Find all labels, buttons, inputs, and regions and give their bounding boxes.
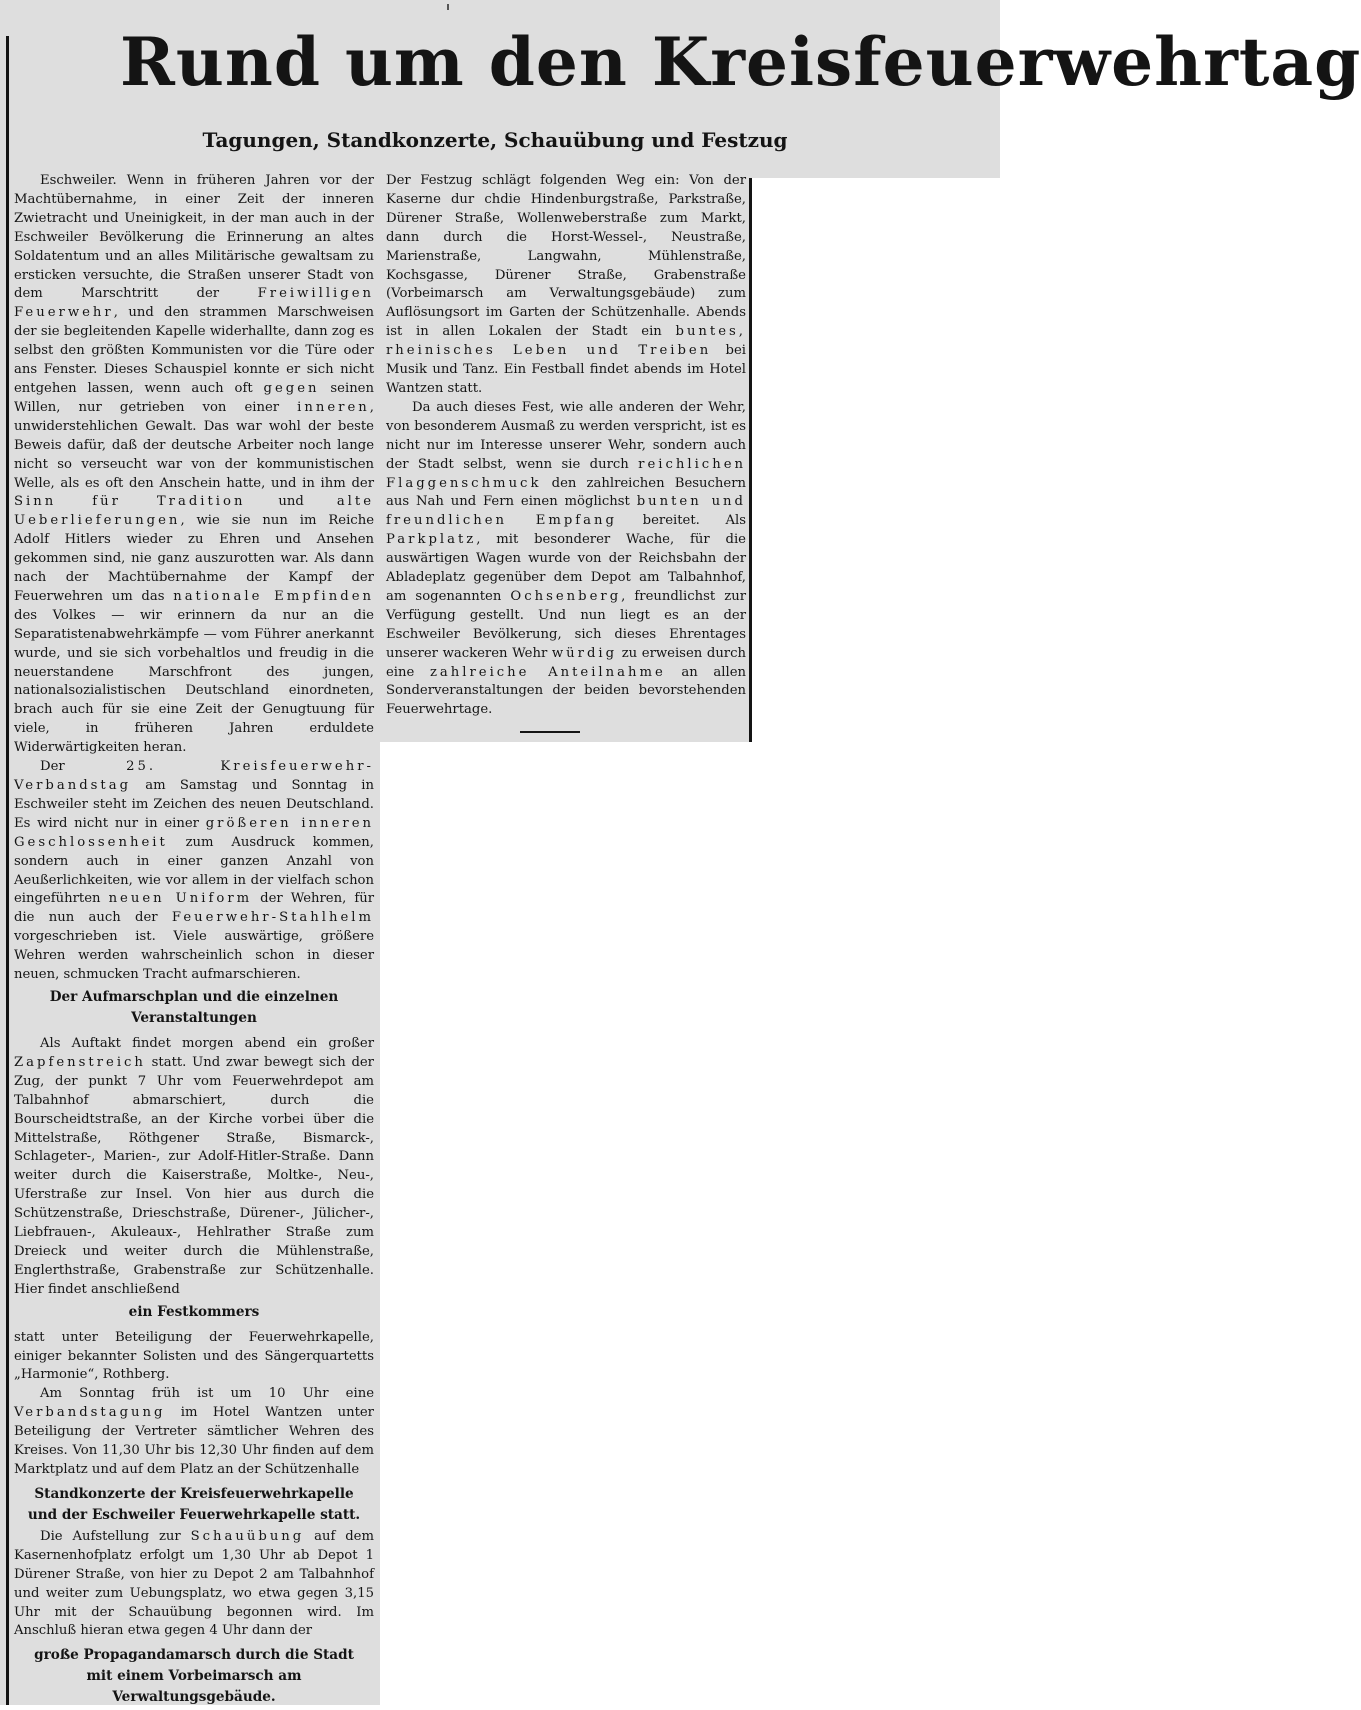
paragraph-festkommers: statt unter Beteiligung der Feuerwehrkapelle, einiger bekannter Solisten und des Sängerquartetts „Harmonie“, Rothberg. xyxy=(14,1329,374,1383)
section-heading-festkommers: ein Festkommers xyxy=(128,1303,260,1320)
right-column-rule xyxy=(749,178,752,742)
article-column-right xyxy=(386,172,746,720)
paragraph-intro: Eschweiler. Wenn in früheren Jahren vor der Machtübernahme, in einer Zeit der inneren Zwietracht und Uneinigkeit, in der man auch in der Eschweiler Bevölkerung die Erinnerung an altes Soldatentum und an alles Militärische gewaltsam zu ersticken versuchte, die Straßen unserer Stadt von dem Marschtritt der Freiwilligen Feuerwehr, und den strammen Marschweisen der sie begleitenden Kapelle widerhallte, dann zog es selbst den größten Kommunisten vor die Türe oder ans Fenster. Dieses Schauspiel konnte er sich nicht entgehen lassen, wenn auch oft gegen seinen Willen, nur getrieben von einer inneren, unwiderstehlichen Gewalt. Das war wohl der beste Beweis dafür, daß der deutsche Arbeiter noch lange nicht so verseucht war von der kommunistischen Welle, als es oft den Anschein hatte, und in ihm der Sinn für Tradition und alte Ueberlieferungen, wie sie nun im Reiche Adolf Hitlers wieder zu Ehren und Ansehen gekommen sind, nie ganz auszurotten war. Als dann nach der Machtübernahme der Kampf der Feuerwehren um das nationale Empfinden des Volkes — wir erinnern da nur an die Separatistenabwehrkämpfe — vom Führer anerkannt wurde, und sie sich vorbehaltlos und freudig in die neuerstandene Marschfront des jungen, nationalsozialistischen Deutschland einordneten, brach auch für sie eine Zeit der Genugtuung für viele, in früheren Jahren erduldete Widerwärtigkeiten heran. xyxy=(14,173,374,756)
section-heading-propagandamarsch: große Propagandamarsch durch die Stadt mit einem Vorbeimarsch am Verwaltungsgebäude. xyxy=(34,1647,354,1706)
article-subheadline: Tagungen, Standkonzerte, Schauübung und Festzug xyxy=(202,128,788,152)
paragraph-flaggenschmuck: Da auch dieses Fest, wie alle anderen der Wehr, von besonderem Ausmaß zu werden verspricht, ist es nicht nur im Interesse unserer Wehr, sondern auch der Stadt selbst, wenn sie durch reichlichen Flaggenschmuck den zahlreichen Besuchern aus Nah und Fern einen möglichst bunten und freundlichen Empfang bereitet. Als Parkplatz, mit besonderer Wache, für die auswärtigen Wagen wurde von der Reichsbahn der Abladeplatz gegenüber dem Depot am Talbahnhof, am sogenannten Ochsenberg, freundlichst zur Verfügung gestellt. Und nun liegt es an der Eschweiler Bevölkerung, sich dieses Ehrentages unserer wackeren Wehr würdig zu erweisen durch eine zahlreiche Anteilnahme an allen Sonderveranstaltungen der beiden bevorstehenden Feuerwehrtage. xyxy=(386,399,746,718)
section-heading-aufmarschplan: Der Aufmarschplan und die einzelnen Veranstaltungen xyxy=(49,988,339,1026)
left-column-rule xyxy=(6,36,9,1705)
section-heading-standkonzerte: Standkonzerte der Kreisfeuerwehrkapelle und der Eschweiler Feuerwehrkapelle statt. xyxy=(27,1485,361,1523)
article-column-left xyxy=(14,172,374,1710)
paragraph-schauuebung: Die Aufstellung zur Schauübung auf dem Kasernenhofplatz erfolgt um 1,30 Uhr ab Depot 1 Dürener Straße, von hier zu Depot 2 am Talbahnhof und weiter zum Uebungsplatz, wo etwa gegen 3,15 Uhr mit der Schauübung begonnen wird. Im Anschluß hieran etwa gegen 4 Uhr dann der xyxy=(14,1528,374,1639)
paragraph-festzug: Der Festzug schlägt folgenden Weg ein: Von der Kaserne dur chdie Hindenburgstraße, Parkstraße, Dürener Straße, Wollenweberstraße zum Markt, dann durch die Horst-Wessel-, Neustraße, Marienstraße, Langwahn, Mühlenstraße, Kochsgasse, Dürener Straße, Grabenstraße (Vorbeimarsch am Verwaltungsgebäude) zum Auflösungsort im Garten der Schützenhalle. Abends ist in allen Lokalen der Stadt ein buntes, rheinisches Leben und Treiben bei Musik und Tanz. Ein Festball findet abends im Hotel Wantzen statt. xyxy=(386,173,746,396)
article-end-rule xyxy=(520,731,580,733)
paragraph-sonntag: Am Sonntag früh ist um 10 Uhr eine Verbandstagung im Hotel Wantzen unter Beteiligung der Vertreter sämtlicher Wehren des Kreises. Von 11,30 Uhr bis 12,30 Uhr finden auf dem Marktplatz und auf dem Platz an der Schützenhalle xyxy=(14,1386,374,1477)
print-speck xyxy=(447,4,449,10)
article-headline: Rund um den Kreisfeuerwehrtag xyxy=(120,23,1361,101)
paragraph-zapfenstreich: Als Auftakt findet morgen abend ein großer Zapfenstreich statt. Und zwar bewegt sich der Zug, der punkt 7 Uhr vom Feuerwehrdepot am Talbahnhof abmarschiert, durch die Bourscheidtstraße, an der Kirche vorbei über die Mittelstraße, Röthgener Straße, Bismarck-, Schlageter-, Marien-, zur Adolf-Hitler-Straße. Dann weiter durch die Kaiserstraße, Moltke-, Neu-, Uferstraße zur Insel. Von hier aus durch die Schützenstraße, Drieschstraße, Dürener-, Jülicher-, Liebfrauen-, Akuleaux-, Hehlrather Straße zum Dreieck und weiter durch die Mühlenstraße, Englerthstraße, Grabenstraße zur Schützenhalle. Hier findet anschließend xyxy=(14,1035,374,1297)
paragraph-verbandstag: Der 25. Kreisfeuerwehr-Verbandstag am Samstag und Sonntag in Eschweiler steht im Zeichen des neuen Deutschland. Es wird nicht nur in einer größeren inneren Geschlossenheit zum Ausdruck kommen, sondern auch in einer ganzen Anzahl von Aeußerlichkeiten, wie vor allem in der vielfach schon eingeführten neuen Uniform der Wehren, für die nun auch der Feuerwehr-Stahlhelm vorgeschrieben ist. Viele auswärtige, größere Wehren werden wahrscheinlich schon in dieser neuen, schmucken Tracht aufmarschieren. xyxy=(14,759,375,983)
